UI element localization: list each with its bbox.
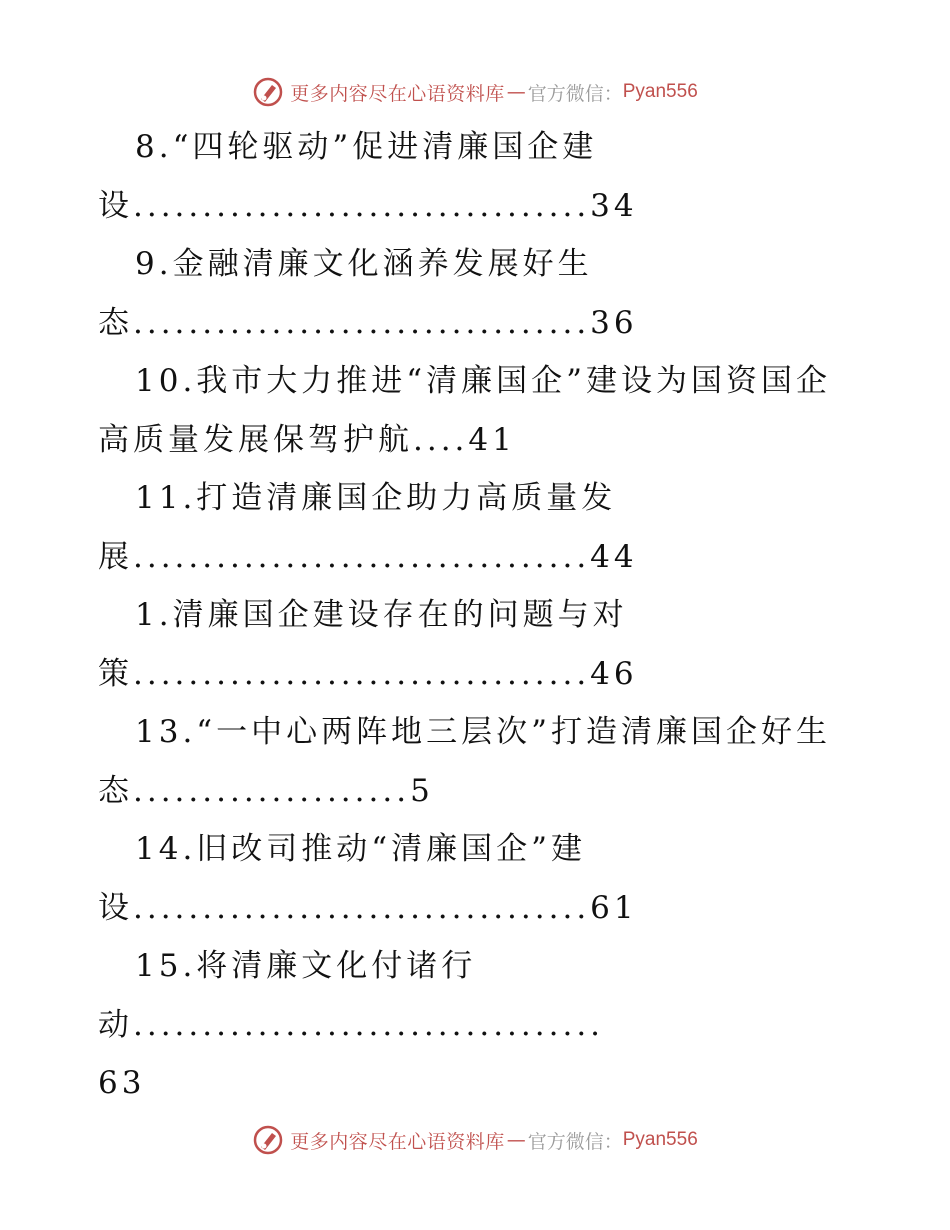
watermark-label: 官方微信： xyxy=(527,82,623,105)
watermark-text: 更多内容尽在心语资料库 xyxy=(290,1130,505,1153)
watermark-separator: — xyxy=(506,81,526,103)
watermark-bottom xyxy=(0,1120,950,1160)
watermark-top xyxy=(0,72,950,112)
toc-line[interactable]: 13.“一中心两阵地三层次”打造清廉国企好生 xyxy=(135,714,831,750)
watermark-text: 更多内容尽在心语资料库 xyxy=(290,82,505,105)
pen-logo-icon xyxy=(252,1124,284,1156)
watermark-wechat-id: Pyan556 xyxy=(622,81,698,102)
toc-line[interactable]: 8.“四轮驱动”促进清廉国企建 xyxy=(135,129,598,165)
toc-line[interactable]: 1.清廉国企建设存在的问题与对 xyxy=(135,597,628,633)
toc-line[interactable]: 11.打造清廉国企助力高质量发 xyxy=(135,480,617,516)
watermark-wechat-id: Pyan556 xyxy=(622,1129,698,1150)
watermark-separator: — xyxy=(506,1129,526,1151)
pen-logo-icon xyxy=(252,76,284,108)
toc-line[interactable]: 10.我市大力推进“清廉国企”建设为国资国企 xyxy=(135,363,831,399)
toc-line[interactable]: 14.旧改司推动“清廉国企”建 xyxy=(135,831,586,867)
watermark-label: 官方微信： xyxy=(527,1130,623,1153)
toc-line[interactable]: 9.金融清廉文化涵养发展好生 xyxy=(135,246,593,282)
toc-line[interactable]: 高质量发展保驾护航....41 xyxy=(98,421,516,458)
toc-line[interactable]: 设.................................34 xyxy=(98,187,638,224)
toc-line[interactable]: 设.................................61 xyxy=(98,889,638,926)
toc-line[interactable]: 展.................................44 xyxy=(98,538,638,575)
toc-line[interactable]: 态.................................36 xyxy=(98,304,638,341)
toc-line[interactable]: 15.将清廉文化付诸行 xyxy=(135,948,477,984)
toc-line[interactable]: 动.................................. xyxy=(98,1006,605,1043)
toc-line[interactable]: 63 xyxy=(98,1065,146,1101)
toc-line[interactable]: 策.................................46 xyxy=(98,655,638,692)
toc-line[interactable]: 态....................5 xyxy=(98,772,434,809)
table-of-contents xyxy=(98,118,843,1113)
